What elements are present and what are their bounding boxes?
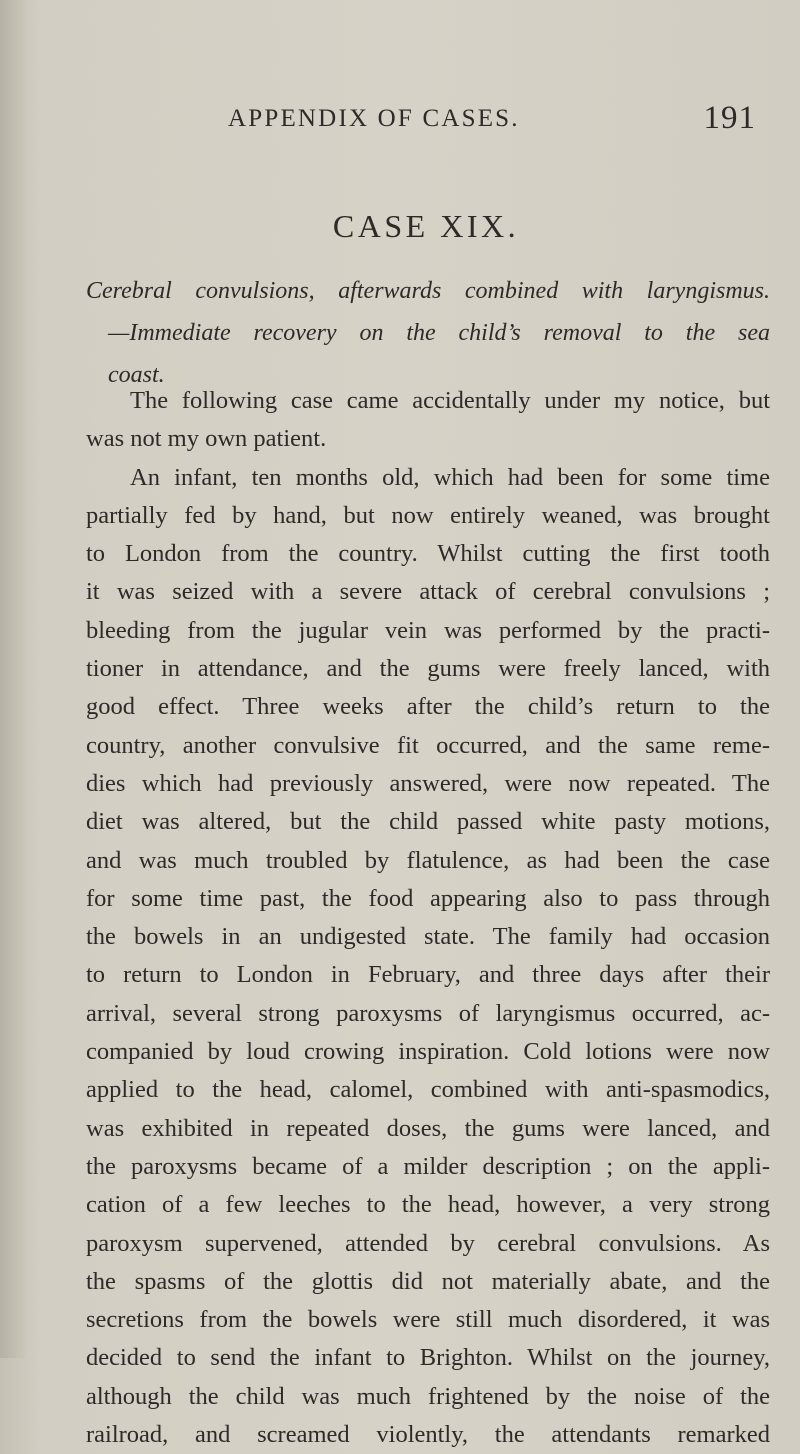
text-line: good effect. Three weeks after the child’s return to the: [86, 693, 770, 721]
text-line: cation of a few leeches to the head, however, a very strong: [86, 1191, 770, 1219]
text-line: bleeding from the jugular vein was performed by the practi-: [86, 616, 770, 644]
text-line: tioner in attendance, and the gums were freely lanced, with: [86, 655, 770, 683]
text-line: The following case came accidentally under my notice, but: [130, 387, 770, 414]
text-line: An infant, ten months old, which had been for some time: [130, 463, 770, 491]
text-line: secretions from the bowels were still much disordered, it was: [86, 1306, 770, 1334]
text-line: was not my own patient.: [86, 425, 327, 453]
text-line: and was much troubled by flatulence, as had been the case: [86, 846, 770, 874]
text-line: applied to the head, calomel, combined with anti-spasmodics,: [86, 1076, 770, 1104]
text-line: country, another convulsive fit occurred, and the same reme-: [86, 731, 770, 759]
case-body: [86, 382, 770, 1454]
text-line: was exhibited in repeated doses, the gums were lanced, and: [86, 1114, 770, 1142]
text-line: it was seized with a severe attack of cerebral convulsions ;: [86, 578, 770, 606]
text-line: the bowels in an undigested state. The family had occasion: [86, 923, 770, 951]
summary-line: coast.: [108, 362, 165, 388]
page-gutter-shadow: [0, 0, 28, 1358]
running-header: [228, 100, 756, 144]
text-line: decided to send the infant to Brighton. Whilst on the journey,: [86, 1344, 770, 1372]
text-line: to return to London in February, and three days after their: [86, 961, 770, 989]
page-number: 191: [703, 100, 756, 136]
text-line: the paroxysms became of a milder description ; on the appli-: [86, 1152, 770, 1180]
text-line: the spasms of the glottis did not materially abate, and the: [86, 1267, 770, 1295]
text-line: arrival, several strong paroxysms of laryngismus occurred, ac-: [86, 999, 770, 1027]
text-line: partially fed by hand, but now entirely weaned, was brought: [86, 501, 770, 529]
running-title: APPENDIX OF CASES.: [228, 105, 520, 132]
case-summary: [86, 270, 770, 396]
text-line: diet was altered, but the child passed white pasty motions,: [86, 808, 770, 836]
text-line: for some time past, the food appearing also to pass through: [86, 884, 770, 912]
case-heading: CASE XIX.: [332, 208, 520, 244]
text-line: although the child was much frightened by the noise of the: [86, 1382, 770, 1410]
text-line: to London from the country. Whilst cutting the first tooth: [86, 540, 770, 568]
text-line: dies which had previously answered, were now repeated. The: [86, 769, 770, 797]
text-line: railroad, and screamed violently, the attendants remarked: [86, 1421, 770, 1449]
text-line: companied by loud crowing inspiration. Cold lotions were now: [86, 1038, 770, 1066]
summary-line: Cerebral convulsions, afterwards combined with laryngismus.: [86, 278, 770, 304]
summary-line: —Immediate recovery on the child’s removal to the sea: [108, 320, 770, 346]
text-line: paroxysm supervened, attended by cerebral convulsions. As: [86, 1229, 770, 1257]
